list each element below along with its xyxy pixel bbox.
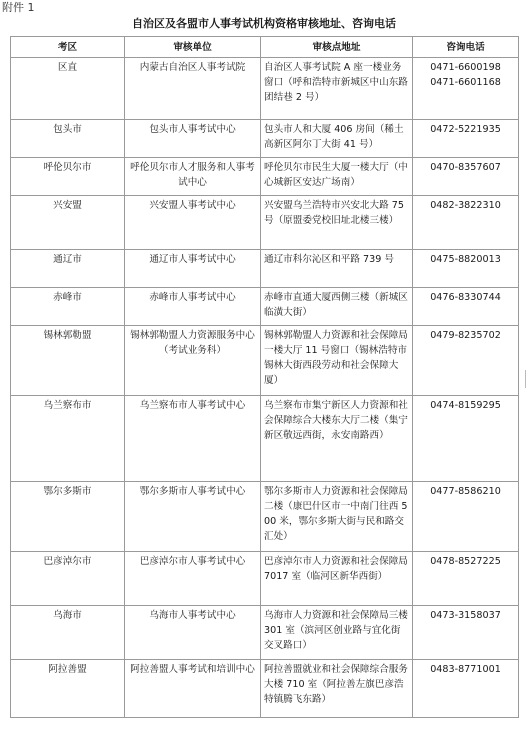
header-unit: 审核单位 <box>125 37 261 58</box>
unit-cell: 锡林郭勒盟人力资源服务中心（考试业务科） <box>125 326 261 396</box>
attachment-label: 附件 1 <box>2 1 35 14</box>
phone-number: 0477-8586210 <box>430 486 501 497</box>
phone-cell <box>413 660 519 718</box>
unit-cell: 兴安盟人事考试中心 <box>125 196 261 250</box>
phone-cell <box>413 120 519 158</box>
region-cell: 巴彦淖尔市 <box>11 552 125 606</box>
unit-cell: 赤峰市人事考试中心 <box>125 288 261 326</box>
unit-cell: 巴彦淖尔市人事考试中心 <box>125 552 261 606</box>
phone-cell <box>413 288 519 326</box>
table-row <box>11 158 519 196</box>
phone-cell <box>413 58 519 120</box>
table-row <box>11 606 519 660</box>
phone-number: 0478-8527225 <box>430 556 501 567</box>
address-cell: 巴彦淖尔市人力资源和社会保障局 7017 室（临河区新华西街） <box>261 552 413 606</box>
region-cell: 鄂尔多斯市 <box>11 482 125 552</box>
table-header-row <box>11 37 519 58</box>
region-cell: 乌兰察布市 <box>11 396 125 482</box>
phone-number: 0482-3822310 <box>430 200 501 211</box>
phone-cell <box>413 196 519 250</box>
table-row <box>11 120 519 158</box>
table-row <box>11 326 519 396</box>
address-cell: 乌海市人力资源和社会保障局三楼 301 室（滨河区创业路与宜化街交叉路口） <box>261 606 413 660</box>
phone-cell <box>413 396 519 482</box>
phone-cell <box>413 158 519 196</box>
table-row <box>11 58 519 120</box>
phone-cell <box>413 250 519 288</box>
address-cell: 呼伦贝尔市民生大厦一楼大厅（中心城新区安达广场南） <box>261 158 413 196</box>
region-cell: 包头市 <box>11 120 125 158</box>
address-cell: 包头市人和大厦 406 房间（稀土高新区阿尔丁大街 41 号） <box>261 120 413 158</box>
unit-cell: 包头市人事考试中心 <box>125 120 261 158</box>
region-cell: 通辽市 <box>11 250 125 288</box>
table-row <box>11 552 519 606</box>
phone-number: 0471-6601168 <box>430 77 501 88</box>
address-cell: 自治区人事考试院 A 座一楼业务窗口（呼和浩特市新城区中山东路团结巷 2 号） <box>261 58 413 120</box>
phone-number: 0470-8357607 <box>430 162 501 173</box>
unit-cell: 通辽市人事考试中心 <box>125 250 261 288</box>
region-cell: 阿拉善盟 <box>11 660 125 718</box>
unit-cell: 阿拉善盟人事考试和培训中心 <box>125 660 261 718</box>
unit-cell: 乌海市人事考试中心 <box>125 606 261 660</box>
region-cell: 区直 <box>11 58 125 120</box>
phone-number: 0476-8330744 <box>430 292 501 303</box>
header-region: 考区 <box>11 37 125 58</box>
address-cell: 赤峰市直通大厦西侧三楼（新城区临潢大街） <box>261 288 413 326</box>
phone-number: 0474-8159295 <box>430 400 501 411</box>
table-row <box>11 196 519 250</box>
phone-number: 0472-5221935 <box>430 124 501 135</box>
phone-number: 0473-3158037 <box>430 610 501 621</box>
header-phone: 咨询电话 <box>413 37 519 58</box>
table-body <box>11 58 519 718</box>
address-cell: 鄂尔多斯市人力资源和社会保障局二楼（康巴什区市一中南门往西 500 米，鄂尔多斯大街与民和路交汇处） <box>261 482 413 552</box>
phone-number: 0475-8820013 <box>430 254 501 265</box>
region-cell: 赤峰市 <box>11 288 125 326</box>
region-cell: 锡林郭勒盟 <box>11 326 125 396</box>
phone-cell <box>413 606 519 660</box>
table-row <box>11 288 519 326</box>
table-row <box>11 482 519 552</box>
address-cell: 兴安盟乌兰浩特市兴安北大路 75 号（原盟委党校旧址北楼三楼） <box>261 196 413 250</box>
unit-cell: 内蒙古自治区人事考试院 <box>125 58 261 120</box>
phone-number: 0479-8235702 <box>430 330 501 341</box>
header-address: 审核点地址 <box>261 37 413 58</box>
phone-cell <box>413 326 519 396</box>
contact-table <box>10 36 519 718</box>
address-cell: 阿拉善盟就业和社会保障综合服务大楼 710 室（阿拉善左旗巴彦浩特镇腾飞东路） <box>261 660 413 718</box>
address-cell: 锡林郭勒盟人力资源和社会保障局一楼大厅 11 号窗口（锡林浩特市锡林大街西段劳动和社会保障大厦） <box>261 326 413 396</box>
phone-number: 0471-6600198 <box>430 62 501 73</box>
unit-cell: 乌兰察布市人事考试中心 <box>125 396 261 482</box>
phone-number: 0483-8771001 <box>430 664 501 675</box>
table-row <box>11 660 519 718</box>
table-row <box>11 396 519 482</box>
table-row <box>11 250 519 288</box>
phone-cell <box>413 552 519 606</box>
region-cell: 呼伦贝尔市 <box>11 158 125 196</box>
region-cell: 兴安盟 <box>11 196 125 250</box>
address-cell: 乌兰察布市集宁新区人力资源和社会保障综合大楼东大厅二楼（集宁新区敬远西街，永安南路西） <box>261 396 413 482</box>
unit-cell: 呼伦贝尔市人才服务和人事考试中心 <box>125 158 261 196</box>
unit-cell: 鄂尔多斯市人事考试中心 <box>125 482 261 552</box>
region-cell: 乌海市 <box>11 606 125 660</box>
address-cell: 通辽市科尔沁区和平路 739 号 <box>261 250 413 288</box>
document-title: 自治区及各盟市人事考试机构资格审核地址、咨询电话 <box>132 17 396 30</box>
phone-cell <box>413 482 519 552</box>
